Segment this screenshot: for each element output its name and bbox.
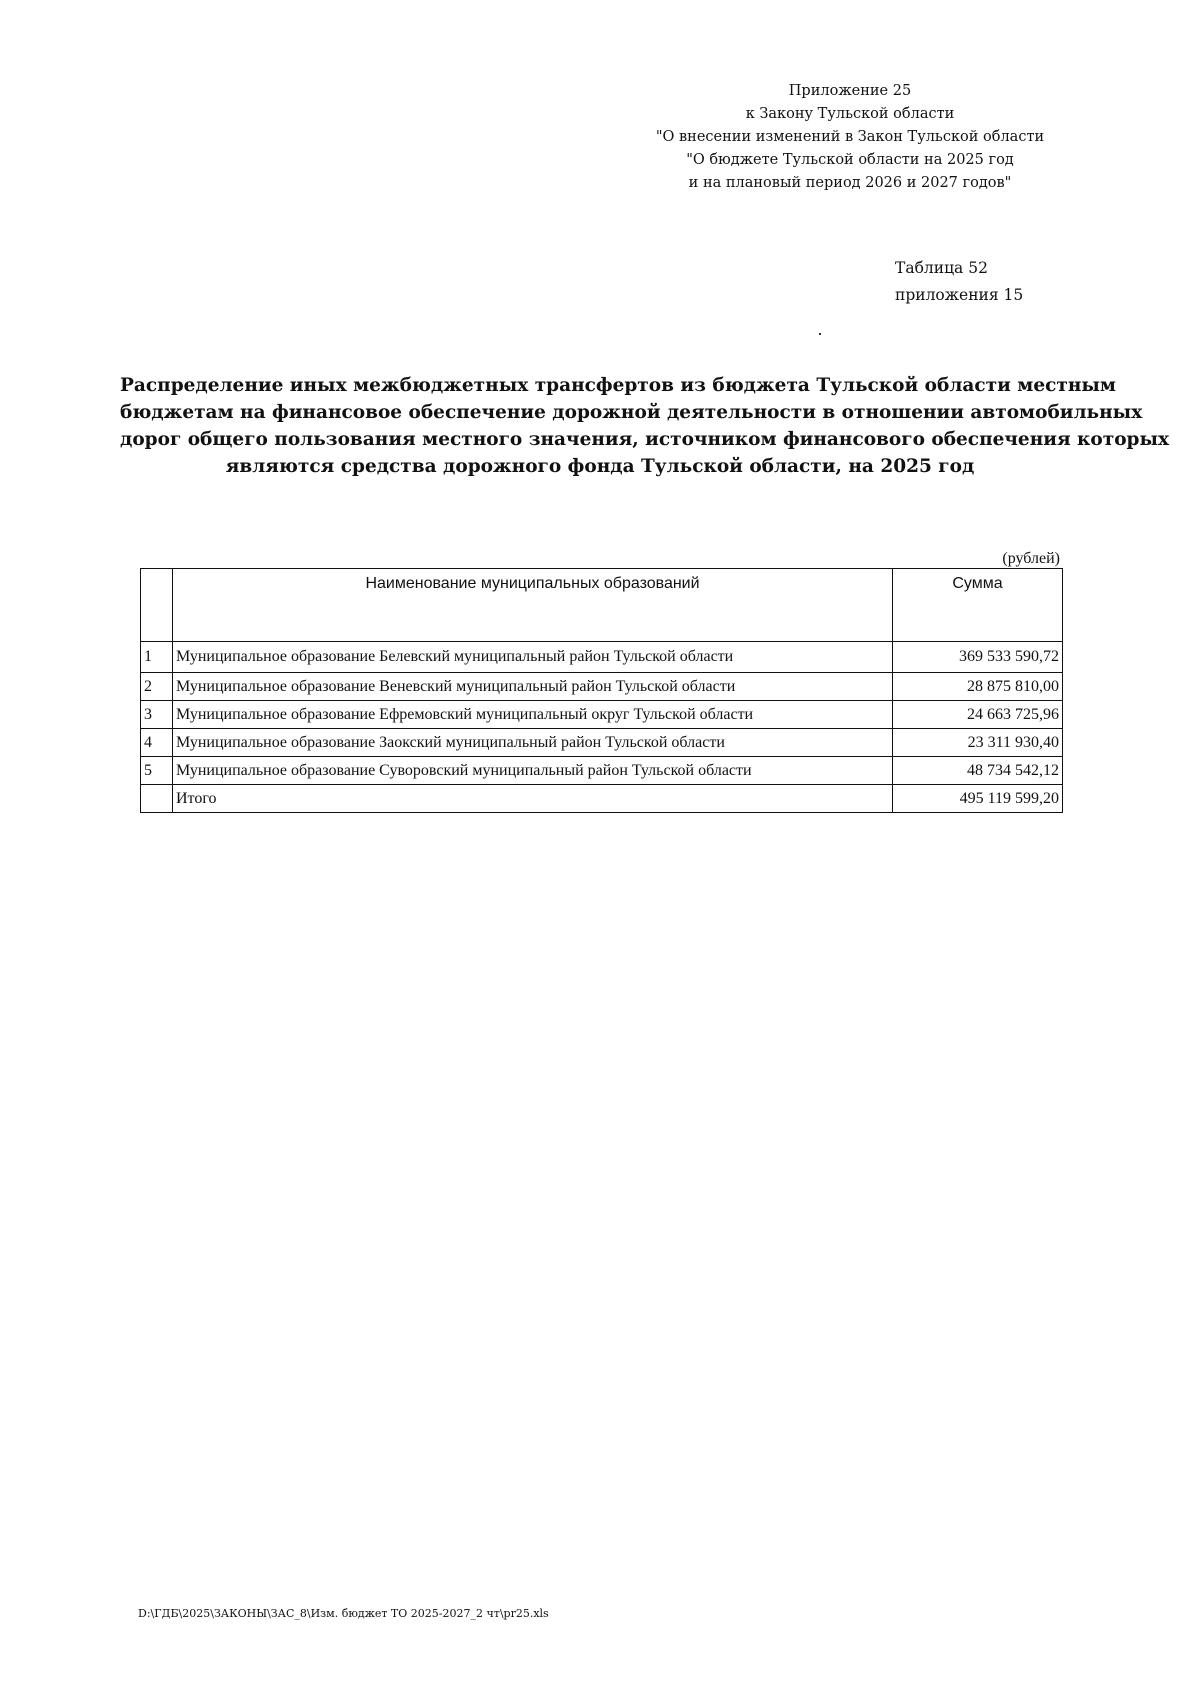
title-line: бюджетам на финансовое обеспечение дорожной деятельности в отношении автомобильных — [120, 402, 1143, 423]
row-amount: 24 663 725,96 — [893, 701, 1063, 729]
table-reference — [895, 255, 1023, 309]
appendix-line: "О бюджете Тульской области на 2025 год — [686, 152, 1014, 168]
row-amount: 369 533 590,72 — [893, 642, 1063, 673]
row-amount: 48 734 542,12 — [893, 757, 1063, 785]
table-row — [141, 729, 1063, 757]
appendix-line: Приложение 25 — [788, 83, 912, 99]
table-row — [141, 701, 1063, 729]
row-name: Муниципальное образование Ефремовский муниципальный округ Тульской области — [173, 701, 893, 729]
table-row — [141, 673, 1063, 701]
table-row — [141, 757, 1063, 785]
total-number — [141, 785, 173, 813]
row-number: 5 — [141, 757, 173, 785]
row-name: Муниципальное образование Суворовский муниципальный район Тульской области — [173, 757, 893, 785]
row-number: 4 — [141, 729, 173, 757]
title-line: дорог общего пользования местного значения, источником финансового обеспечения которых — [120, 429, 1170, 450]
header-name: Наименование муниципальных образований — [173, 569, 893, 642]
document-title — [120, 372, 1170, 480]
table-row — [141, 642, 1063, 673]
title-line: являются средства дорожного фонда Тульской области, на 2025 год — [225, 456, 975, 477]
row-amount: 28 875 810,00 — [893, 673, 1063, 701]
appendix-line: и на плановый период 2026 и 2027 годов" — [688, 175, 1012, 191]
transfers-table — [140, 568, 1063, 813]
file-path-footer: D:\ГДБ\2025\ЗАКОНЫ\ЗАС_8\Изм. бюджет ТО 2025-2027_2 чт\pr25.xls — [138, 1607, 549, 1620]
appendix-header — [600, 80, 1100, 195]
row-number: 2 — [141, 673, 173, 701]
table-header-row — [141, 569, 1063, 642]
row-name: Муниципальное образование Веневский муниципальный район Тульской области — [173, 673, 893, 701]
row-number: 3 — [141, 701, 173, 729]
row-number: 1 — [141, 642, 173, 673]
appendix-number: приложения 15 — [895, 286, 1024, 304]
row-name: Муниципальное образование Белевский муниципальный район Тульской области — [173, 642, 893, 673]
table-number: Таблица 52 — [895, 259, 988, 277]
stray-dot-mark — [819, 333, 821, 335]
total-amount: 495 119 599,20 — [893, 785, 1063, 813]
header-number — [141, 569, 173, 642]
title-line: Распределение иных межбюджетных трансфертов из бюджета Тульской области местным — [120, 375, 1116, 396]
appendix-line: "О внесении изменений в Закон Тульской области — [655, 129, 1045, 145]
row-amount: 23 311 930,40 — [893, 729, 1063, 757]
header-amount: Сумма — [893, 569, 1063, 642]
table-total-row — [141, 785, 1063, 813]
total-label: Итого — [173, 785, 893, 813]
row-name: Муниципальное образование Заокский муниципальный район Тульской области — [173, 729, 893, 757]
appendix-line: к Закону Тульской области — [745, 106, 955, 122]
currency-unit: (рублей) — [1002, 550, 1060, 567]
